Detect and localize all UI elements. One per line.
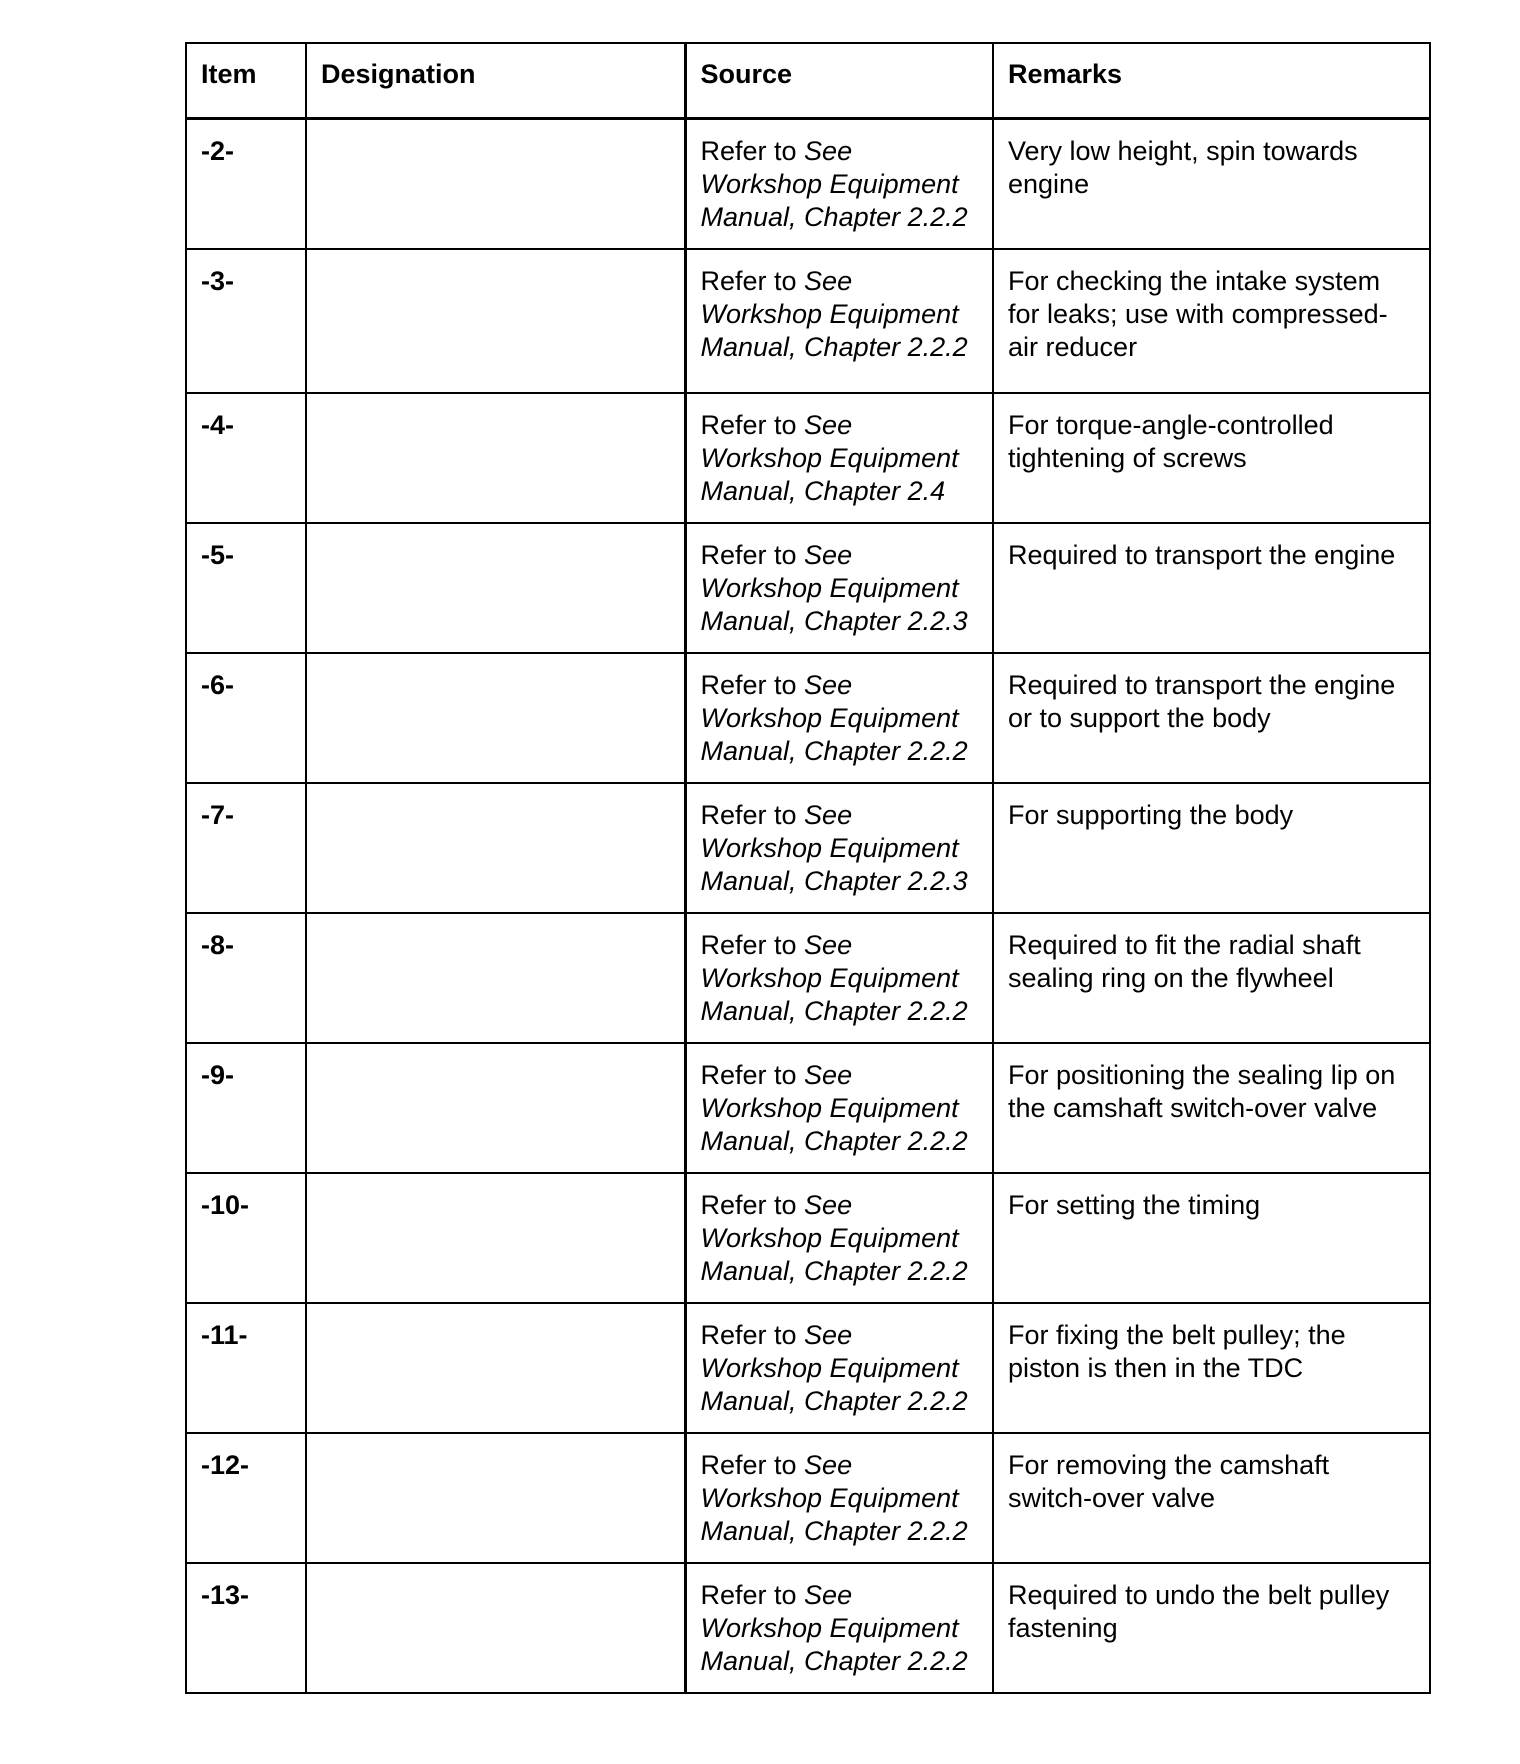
source-reference: See Workshop Equipment Manual, Chapter 2.2.2 <box>700 266 968 362</box>
source-prefix: Refer to <box>700 1190 805 1220</box>
designation-cell <box>306 523 685 653</box>
source-cell <box>685 523 993 653</box>
table-row <box>186 119 1430 250</box>
remarks-cell: For checking the intake system for leaks; use with compressed-air reducer <box>993 249 1430 393</box>
designation-cell <box>306 653 685 783</box>
source-prefix: Refer to <box>700 266 805 296</box>
designation-cell <box>306 119 685 250</box>
source-cell <box>685 1043 993 1173</box>
source-prefix: Refer to <box>700 1320 805 1350</box>
tools-table <box>185 42 1431 1694</box>
remarks-cell: Required to transport the engine <box>993 523 1430 653</box>
designation-cell <box>306 1173 685 1303</box>
source-reference: See Workshop Equipment Manual, Chapter 2.4 <box>700 410 959 506</box>
source-prefix: Refer to <box>700 540 805 570</box>
remarks-cell: Very low height, spin towards engine <box>993 119 1430 250</box>
table-row <box>186 249 1430 393</box>
source-cell <box>685 783 993 913</box>
header-item: Item <box>186 43 306 119</box>
source-reference: See Workshop Equipment Manual, Chapter 2.2.3 <box>700 540 968 636</box>
table-row <box>186 653 1430 783</box>
table-row <box>186 783 1430 913</box>
source-prefix: Refer to <box>700 1580 805 1610</box>
remarks-cell: For supporting the body <box>993 783 1430 913</box>
table-row <box>186 1303 1430 1433</box>
designation-cell <box>306 1433 685 1563</box>
source-prefix: Refer to <box>700 136 805 166</box>
source-cell <box>685 1303 993 1433</box>
source-reference: See Workshop Equipment Manual, Chapter 2.2.3 <box>700 800 968 896</box>
source-prefix: Refer to <box>700 410 805 440</box>
source-reference: See Workshop Equipment Manual, Chapter 2.2.2 <box>700 1580 968 1676</box>
item-cell: -2- <box>186 119 306 250</box>
table-header-row <box>186 43 1430 119</box>
table-row <box>186 1563 1430 1693</box>
header-remarks: Remarks <box>993 43 1430 119</box>
table-row <box>186 523 1430 653</box>
designation-cell <box>306 1563 685 1693</box>
designation-cell <box>306 249 685 393</box>
item-cell: -7- <box>186 783 306 913</box>
item-cell: -10- <box>186 1173 306 1303</box>
source-cell <box>685 119 993 250</box>
remarks-cell: For torque-angle-controlled tightening of screws <box>993 393 1430 523</box>
item-cell: -13- <box>186 1563 306 1693</box>
item-cell: -12- <box>186 1433 306 1563</box>
designation-cell <box>306 783 685 913</box>
source-prefix: Refer to <box>700 800 805 830</box>
remarks-cell: Required to transport the engine or to support the body <box>993 653 1430 783</box>
source-cell <box>685 1173 993 1303</box>
source-reference: See Workshop Equipment Manual, Chapter 2.2.2 <box>700 1450 968 1546</box>
source-reference: See Workshop Equipment Manual, Chapter 2.2.2 <box>700 1190 968 1286</box>
remarks-cell: For fixing the belt pulley; the piston is then in the TDC <box>993 1303 1430 1433</box>
source-reference: See Workshop Equipment Manual, Chapter 2.2.2 <box>700 1060 968 1156</box>
source-reference: See Workshop Equipment Manual, Chapter 2.2.2 <box>700 136 968 232</box>
table-row <box>186 1043 1430 1173</box>
item-cell: -8- <box>186 913 306 1043</box>
table-row <box>186 1433 1430 1563</box>
item-cell: -5- <box>186 523 306 653</box>
item-cell: -4- <box>186 393 306 523</box>
source-prefix: Refer to <box>700 1450 805 1480</box>
remarks-cell: For setting the timing <box>993 1173 1430 1303</box>
item-cell: -6- <box>186 653 306 783</box>
source-cell <box>685 1563 993 1693</box>
header-designation: Designation <box>306 43 685 119</box>
item-cell: -11- <box>186 1303 306 1433</box>
table-row <box>186 1173 1430 1303</box>
source-prefix: Refer to <box>700 670 805 700</box>
source-reference: See Workshop Equipment Manual, Chapter 2.2.2 <box>700 670 968 766</box>
source-prefix: Refer to <box>700 1060 805 1090</box>
source-cell <box>685 1433 993 1563</box>
designation-cell <box>306 1043 685 1173</box>
item-cell: -9- <box>186 1043 306 1173</box>
source-cell <box>685 653 993 783</box>
item-cell: -3- <box>186 249 306 393</box>
header-source: Source <box>685 43 993 119</box>
table-row <box>186 913 1430 1043</box>
designation-cell <box>306 393 685 523</box>
designation-cell <box>306 1303 685 1433</box>
remarks-cell: Required to fit the radial shaft sealing ring on the flywheel <box>993 913 1430 1043</box>
remarks-cell: Required to undo the belt pulley fastening <box>993 1563 1430 1693</box>
source-cell <box>685 913 993 1043</box>
source-cell <box>685 393 993 523</box>
table-row <box>186 393 1430 523</box>
source-prefix: Refer to <box>700 930 805 960</box>
source-cell <box>685 249 993 393</box>
remarks-cell: For removing the camshaft switch-over valve <box>993 1433 1430 1563</box>
designation-cell <box>306 913 685 1043</box>
remarks-cell: For positioning the sealing lip on the camshaft switch-over valve <box>993 1043 1430 1173</box>
source-reference: See Workshop Equipment Manual, Chapter 2.2.2 <box>700 1320 968 1416</box>
source-reference: See Workshop Equipment Manual, Chapter 2.2.2 <box>700 930 968 1026</box>
